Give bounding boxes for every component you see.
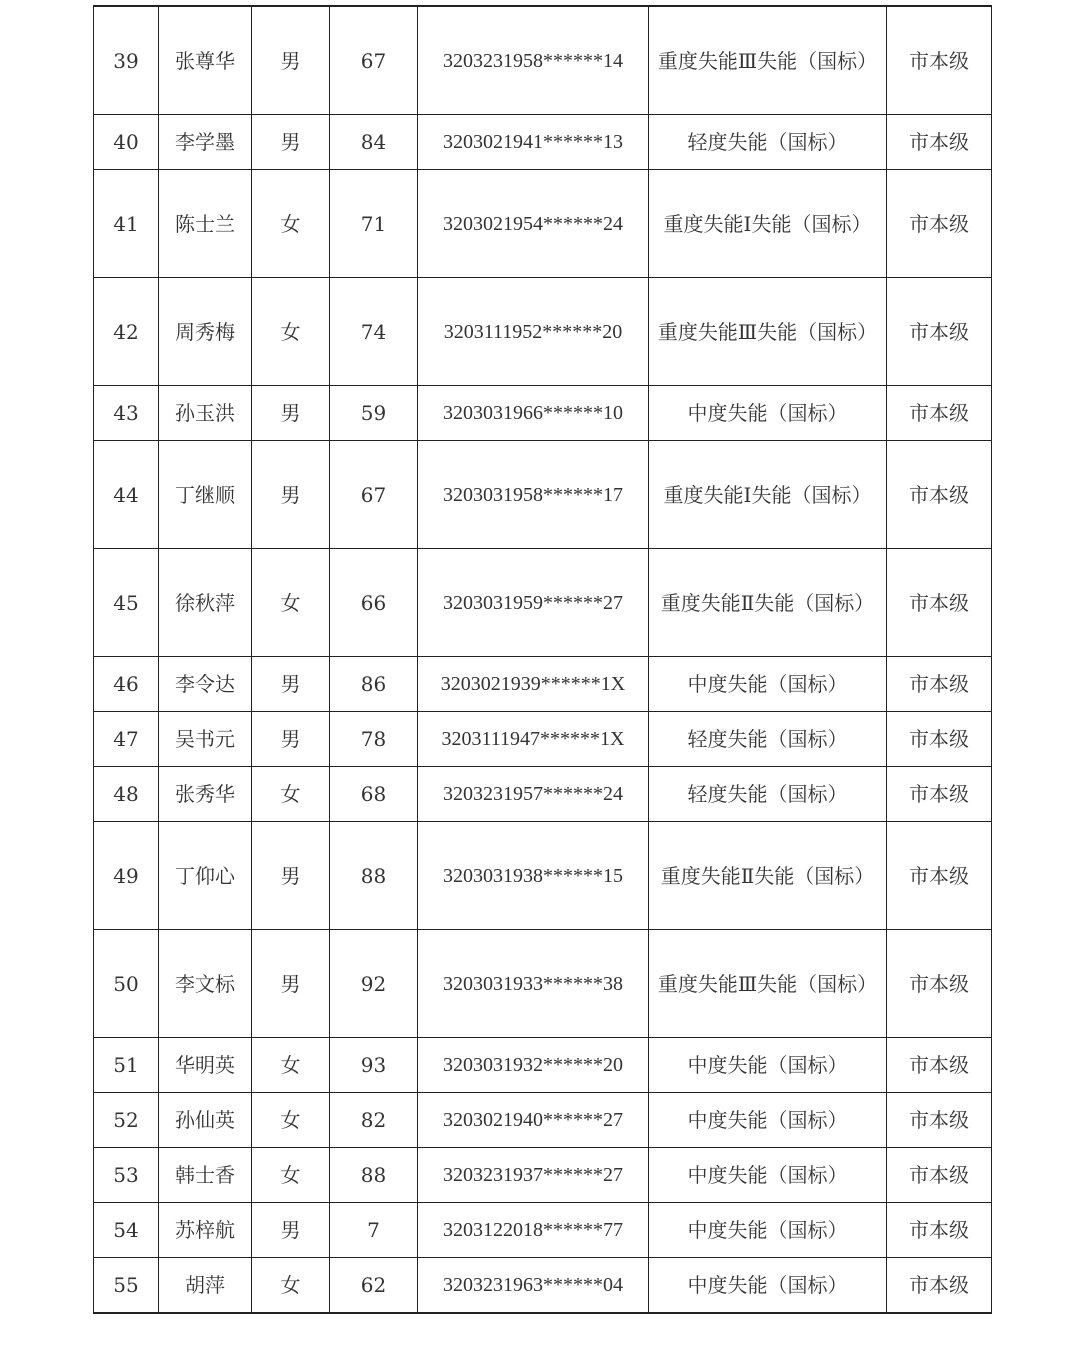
table-row [94,657,992,712]
table-row [94,386,992,441]
disability-list-table [93,5,992,1314]
gender-cell: 女 [252,549,330,657]
name-cell: 李文标 [159,930,252,1038]
disability-level-cell: 中度失能（国标） [649,386,887,441]
region-cell: 市本级 [887,386,992,441]
region-cell: 市本级 [887,1038,992,1093]
gender-cell: 女 [252,1148,330,1203]
name-cell: 李令达 [159,657,252,712]
region-cell: 市本级 [887,712,992,767]
gender-cell: 男 [252,386,330,441]
name-cell: 吴书元 [159,712,252,767]
name-cell: 丁继顺 [159,441,252,549]
id-number-cell: 3203031938******15 [418,822,649,930]
disability-level-cell: 中度失能（国标） [649,1038,887,1093]
row-number-cell: 50 [94,930,159,1038]
region-cell: 市本级 [887,170,992,278]
name-cell: 孙仙英 [159,1093,252,1148]
age-cell: 88 [330,1148,418,1203]
id-number-cell: 3203122018******77 [418,1203,649,1258]
disability-level-cell: 重度失能Ⅲ失能（国标） [649,278,887,386]
table-row [94,1203,992,1258]
row-number-cell: 43 [94,386,159,441]
row-number-cell: 54 [94,1203,159,1258]
age-cell: 78 [330,712,418,767]
row-number-cell: 39 [94,6,159,115]
table-row [94,549,992,657]
region-cell: 市本级 [887,1093,992,1148]
id-number-cell: 3203031966******10 [418,386,649,441]
table-row [94,1148,992,1203]
gender-cell: 女 [252,767,330,822]
id-number-cell: 3203111952******20 [418,278,649,386]
row-number-cell: 40 [94,115,159,170]
gender-cell: 男 [252,1203,330,1258]
id-number-cell: 3203031933******38 [418,930,649,1038]
id-number-cell: 3203021941******13 [418,115,649,170]
gender-cell: 男 [252,930,330,1038]
name-cell: 张尊华 [159,6,252,115]
table-row [94,1093,992,1148]
id-number-cell: 3203031932******20 [418,1038,649,1093]
region-cell: 市本级 [887,549,992,657]
table-row [94,115,992,170]
age-cell: 82 [330,1093,418,1148]
row-number-cell: 44 [94,441,159,549]
disability-level-cell: 中度失能（国标） [649,1148,887,1203]
table-row [94,767,992,822]
table-row [94,278,992,386]
table-row [94,822,992,930]
gender-cell: 男 [252,441,330,549]
region-cell: 市本级 [887,767,992,822]
row-number-cell: 51 [94,1038,159,1093]
disability-level-cell: 中度失能（国标） [649,1258,887,1314]
disability-level-cell: 中度失能（国标） [649,657,887,712]
row-number-cell: 52 [94,1093,159,1148]
name-cell: 周秀梅 [159,278,252,386]
row-number-cell: 42 [94,278,159,386]
region-cell: 市本级 [887,441,992,549]
table-row [94,1258,992,1314]
disability-level-cell: 重度失能Ⅰ失能（国标） [649,170,887,278]
age-cell: 62 [330,1258,418,1314]
gender-cell: 男 [252,712,330,767]
id-number-cell: 3203231963******04 [418,1258,649,1314]
gender-cell: 女 [252,170,330,278]
age-cell: 59 [330,386,418,441]
name-cell: 徐秋萍 [159,549,252,657]
disability-level-cell: 中度失能（国标） [649,1203,887,1258]
gender-cell: 女 [252,278,330,386]
disability-level-cell: 中度失能（国标） [649,1093,887,1148]
row-number-cell: 55 [94,1258,159,1314]
region-cell: 市本级 [887,930,992,1038]
region-cell: 市本级 [887,1258,992,1314]
disability-level-cell: 轻度失能（国标） [649,712,887,767]
table-row [94,6,992,115]
id-number-cell: 3203031958******17 [418,441,649,549]
table-row [94,441,992,549]
row-number-cell: 49 [94,822,159,930]
age-cell: 68 [330,767,418,822]
gender-cell: 女 [252,1093,330,1148]
age-cell: 93 [330,1038,418,1093]
name-cell: 华明英 [159,1038,252,1093]
id-number-cell: 3203231957******24 [418,767,649,822]
disability-level-cell: 重度失能Ⅱ失能（国标） [649,822,887,930]
age-cell: 74 [330,278,418,386]
gender-cell: 男 [252,115,330,170]
id-number-cell: 3203021954******24 [418,170,649,278]
age-cell: 86 [330,657,418,712]
name-cell: 丁仰心 [159,822,252,930]
disability-level-cell: 重度失能Ⅱ失能（国标） [649,549,887,657]
table-row [94,712,992,767]
name-cell: 韩士香 [159,1148,252,1203]
row-number-cell: 53 [94,1148,159,1203]
region-cell: 市本级 [887,657,992,712]
gender-cell: 男 [252,822,330,930]
id-number-cell: 3203021939******1X [418,657,649,712]
row-number-cell: 48 [94,767,159,822]
age-cell: 67 [330,6,418,115]
table-row [94,930,992,1038]
name-cell: 张秀华 [159,767,252,822]
region-cell: 市本级 [887,822,992,930]
region-cell: 市本级 [887,278,992,386]
age-cell: 84 [330,115,418,170]
region-cell: 市本级 [887,6,992,115]
disability-level-cell: 轻度失能（国标） [649,767,887,822]
disability-level-cell: 重度失能Ⅲ失能（国标） [649,6,887,115]
age-cell: 7 [330,1203,418,1258]
age-cell: 88 [330,822,418,930]
region-cell: 市本级 [887,115,992,170]
table-row [94,1038,992,1093]
table-body [94,6,992,1313]
disability-level-cell: 重度失能Ⅲ失能（国标） [649,930,887,1038]
name-cell: 李学墨 [159,115,252,170]
row-number-cell: 47 [94,712,159,767]
age-cell: 66 [330,549,418,657]
name-cell: 孙玉洪 [159,386,252,441]
id-number-cell: 3203021940******27 [418,1093,649,1148]
gender-cell: 男 [252,6,330,115]
row-number-cell: 45 [94,549,159,657]
name-cell: 陈士兰 [159,170,252,278]
disability-level-cell: 重度失能Ⅰ失能（国标） [649,441,887,549]
row-number-cell: 46 [94,657,159,712]
name-cell: 苏梓航 [159,1203,252,1258]
row-number-cell: 41 [94,170,159,278]
id-number-cell: 3203031959******27 [418,549,649,657]
table-row [94,170,992,278]
region-cell: 市本级 [887,1203,992,1258]
gender-cell: 男 [252,657,330,712]
age-cell: 71 [330,170,418,278]
id-number-cell: 3203111947******1X [418,712,649,767]
age-cell: 67 [330,441,418,549]
name-cell: 胡萍 [159,1258,252,1314]
gender-cell: 女 [252,1038,330,1093]
disability-level-cell: 轻度失能（国标） [649,115,887,170]
id-number-cell: 3203231958******14 [418,6,649,115]
gender-cell: 女 [252,1258,330,1314]
region-cell: 市本级 [887,1148,992,1203]
age-cell: 92 [330,930,418,1038]
id-number-cell: 3203231937******27 [418,1148,649,1203]
